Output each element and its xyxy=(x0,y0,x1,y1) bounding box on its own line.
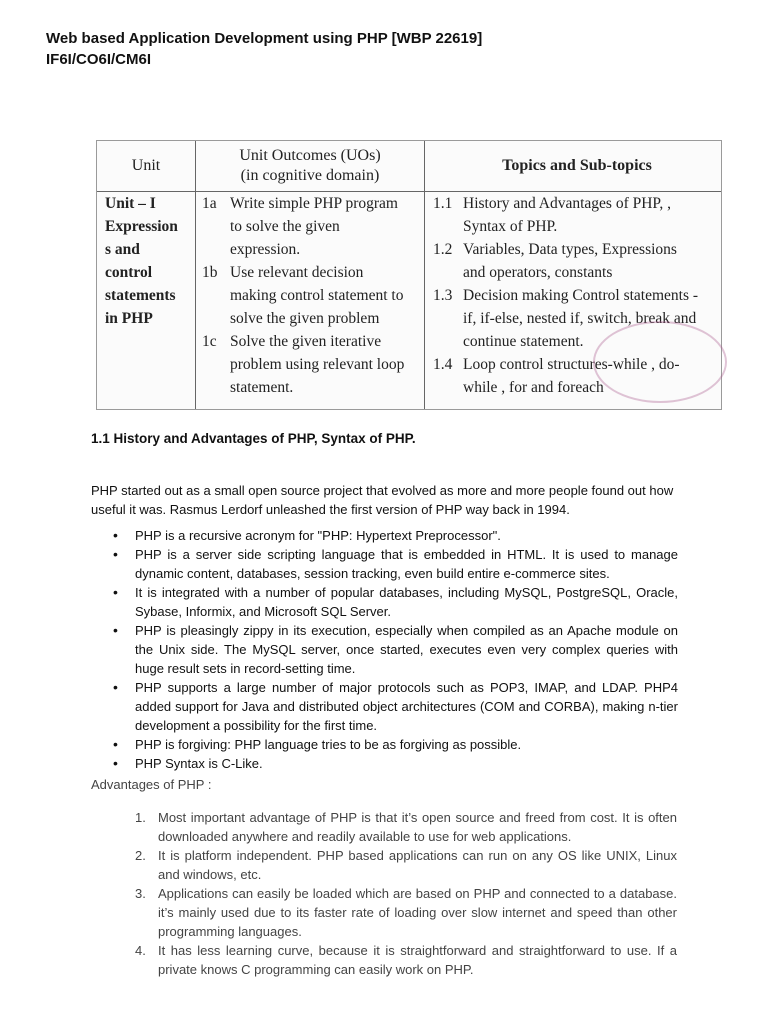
bullet-icon: • xyxy=(113,736,118,752)
list-item: • PHP is a server side scripting language that is embedded in HTML. It is used to manage dynamic content, databases, session tracking, even build entire e-commerce sites. xyxy=(113,546,678,581)
list-item: • PHP supports a large number of major protocols such as POP3, IMAP, and LDAP. PHP4 added support for Java and distributed object architectures (COM and CORBA), making n-tier development a possibility for the first time. xyxy=(113,679,678,733)
section-heading: 1.1 History and Advantages of PHP, Syntax of PHP. xyxy=(91,431,416,446)
list-item: • PHP Syntax is C-Like. xyxy=(113,755,263,771)
list-item: 3. Applications can easily be loaded which are based on PHP and connected to a database. it’s mainly used due to its faster rate of loading over slow internet and speed than other programming languages. xyxy=(135,886,677,939)
syllabus-header-row xyxy=(97,141,721,192)
list-item: • It is integrated with a number of popular databases, including MySQL, PostgreSQL, Oracle, Sybase, Informix, and Microsoft SQL Server. xyxy=(113,584,678,619)
advantages-heading: Advantages of PHP : xyxy=(91,777,212,792)
list-item: • PHP is a recursive acronym for "PHP: Hypertext Preprocessor". xyxy=(113,527,501,543)
course-title: Web based Application Development using PHP [WBP 22619] xyxy=(46,30,483,47)
topic-1-2: 1.2 Variables, Data types, Expressions and operators, constants xyxy=(433,241,677,281)
bullet-icon: • xyxy=(113,527,118,543)
list-item: • PHP is pleasingly zippy in its execution, especially when compiled as an Apache module on the Unix side. The MySQL server, once started, executes even very complex queries with huge result sets in record-setting time. xyxy=(113,622,678,676)
list-item: 1. Most important advantage of PHP is that it’s open source and freed from cost. It is often downloaded anywhere and readily available to use for web applications. xyxy=(135,810,677,844)
unit-cell: Unit – I Expression s and control statements in PHP xyxy=(97,192,196,410)
syllabus-table-image xyxy=(96,140,722,410)
topics-cell xyxy=(425,192,722,410)
outcome-1a: 1a Write simple PHP program to solve the given expression. xyxy=(202,195,398,258)
outcome-1c: 1c Solve the given iterative problem using relevant loop statement. xyxy=(202,333,405,396)
list-item: 2. It is platform independent. PHP based applications can run on any OS like UNIX, Linux and windows, etc. xyxy=(135,848,677,882)
advantages-list xyxy=(135,808,677,979)
bullet-icon: • xyxy=(113,679,118,695)
syllabus-table xyxy=(97,141,721,409)
syllabus-body-row xyxy=(97,192,721,410)
bullet-icon: • xyxy=(113,622,118,638)
outcomes-cell xyxy=(196,192,425,410)
course-codes: IF6I/CO6I/CM6I xyxy=(46,51,152,68)
header-unit: Unit xyxy=(97,141,196,192)
topic-1-1: 1.1 History and Advantages of PHP, , Syntax of PHP. xyxy=(433,195,671,235)
header-outcomes: Unit Outcomes (UOs) (in cognitive domain) xyxy=(196,141,425,192)
list-item: • PHP is forgiving: PHP language tries to be as forgiving as possible. xyxy=(113,736,522,752)
topic-1-3: 1.3 Decision making Control statements - if, if-else, nested if, switch, break and continue statement. xyxy=(433,287,699,350)
intro-paragraph: PHP started out as a small open source project that evolved as more and more people found out how useful it was. Rasmus Lerdorf unleashed the first version of PHP way back in 1994. xyxy=(91,483,674,517)
list-item: 4. It has less learning curve, because it is straightforward and straightforward to use. If a private knows C programming can easily work on PHP. xyxy=(135,943,677,977)
topic-1-4: 1.4 Loop control structures-while , do- while , for and foreach xyxy=(433,356,680,396)
bullet-icon: • xyxy=(113,546,118,562)
bullet-icon: • xyxy=(113,755,118,771)
outcome-1b: 1b Use relevant decision making control statement to solve the given problem xyxy=(202,264,404,327)
document-header xyxy=(46,28,482,70)
bullet-icon: • xyxy=(113,584,118,600)
header-topics: Topics and Sub-topics xyxy=(425,141,722,192)
php-facts-list xyxy=(113,526,678,773)
